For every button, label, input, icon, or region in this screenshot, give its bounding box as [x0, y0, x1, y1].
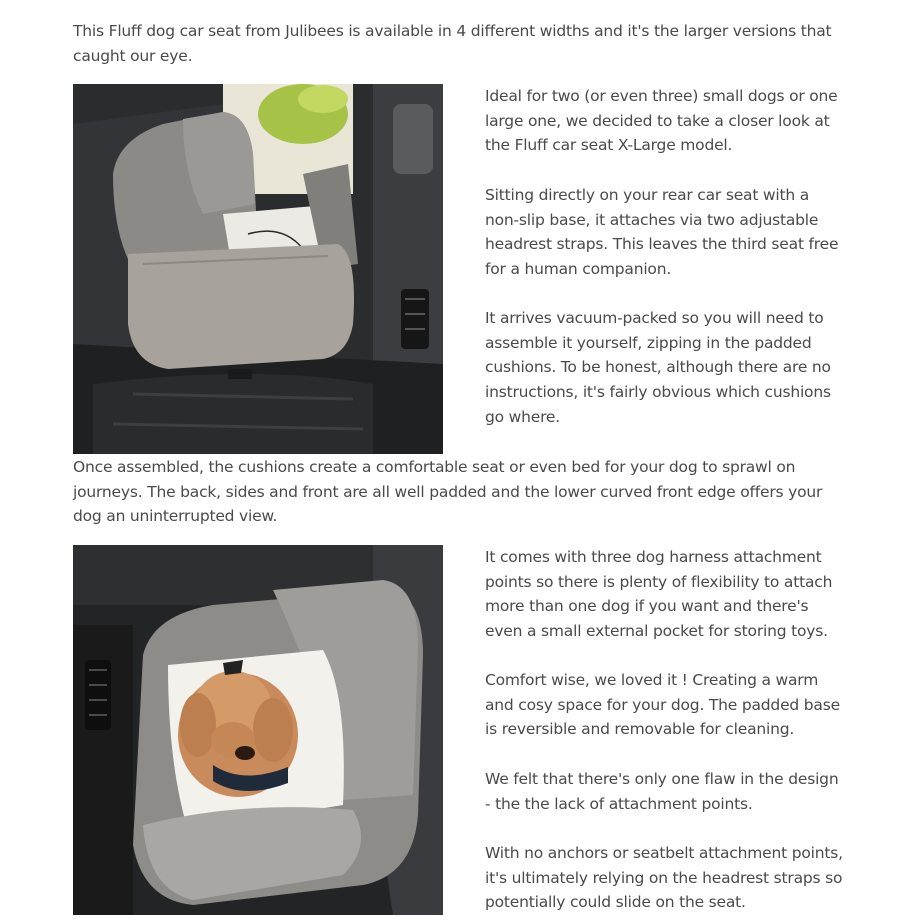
dog-in-seat-photo — [73, 545, 443, 915]
section2-paragraph-4: With no anchors or seatbelt attachment points, it's ultimately relying on the headrest straps so potentially could slide on the seat. — [485, 844, 843, 912]
section2-paragraph-3: We felt that there's only one flaw in the design - the the lack of attachment points. — [485, 770, 839, 813]
intro-paragraph: This Fluff dog car seat from Julibees is available in 4 different widths and it's the larger versions that caught our eye. — [73, 22, 832, 65]
section1-paragraph-3: It arrives vacuum-packed so you will need to assemble it yourself, zipping in the padded cushions. To be honest, although there are no instructions, it's fairly obvious which cushions go where. — [485, 309, 831, 426]
section2-paragraph-1: It comes with three dog harness attachment points so there is plenty of flexibility to attach more than one dog if you want and there's even a small external pocket for storing toys. — [485, 548, 833, 641]
middle-paragraph: Once assembled, the cushions create a comfortable seat or even bed for your dog to sprawl on journeys. The back, sides and front are all well padded and the lower curved front edge offers your dog an uninterrupted view. — [73, 458, 823, 526]
section1-paragraph-2: Sitting directly on your rear car seat with a non-slip base, it attaches via two adjustable headrest straps. This leaves the third seat free for a human companion. — [485, 186, 839, 279]
section1-paragraph-1: Ideal for two (or even three) small dogs or one large one, we decided to take a closer look at the Fluff car seat X-Large model. — [485, 87, 838, 155]
car-seat-photo — [73, 84, 443, 454]
section2-paragraph-2: Comfort wise, we loved it ! Creating a warm and cosy space for your dog. The padded base is reversible and removable for cleaning. — [485, 671, 840, 739]
